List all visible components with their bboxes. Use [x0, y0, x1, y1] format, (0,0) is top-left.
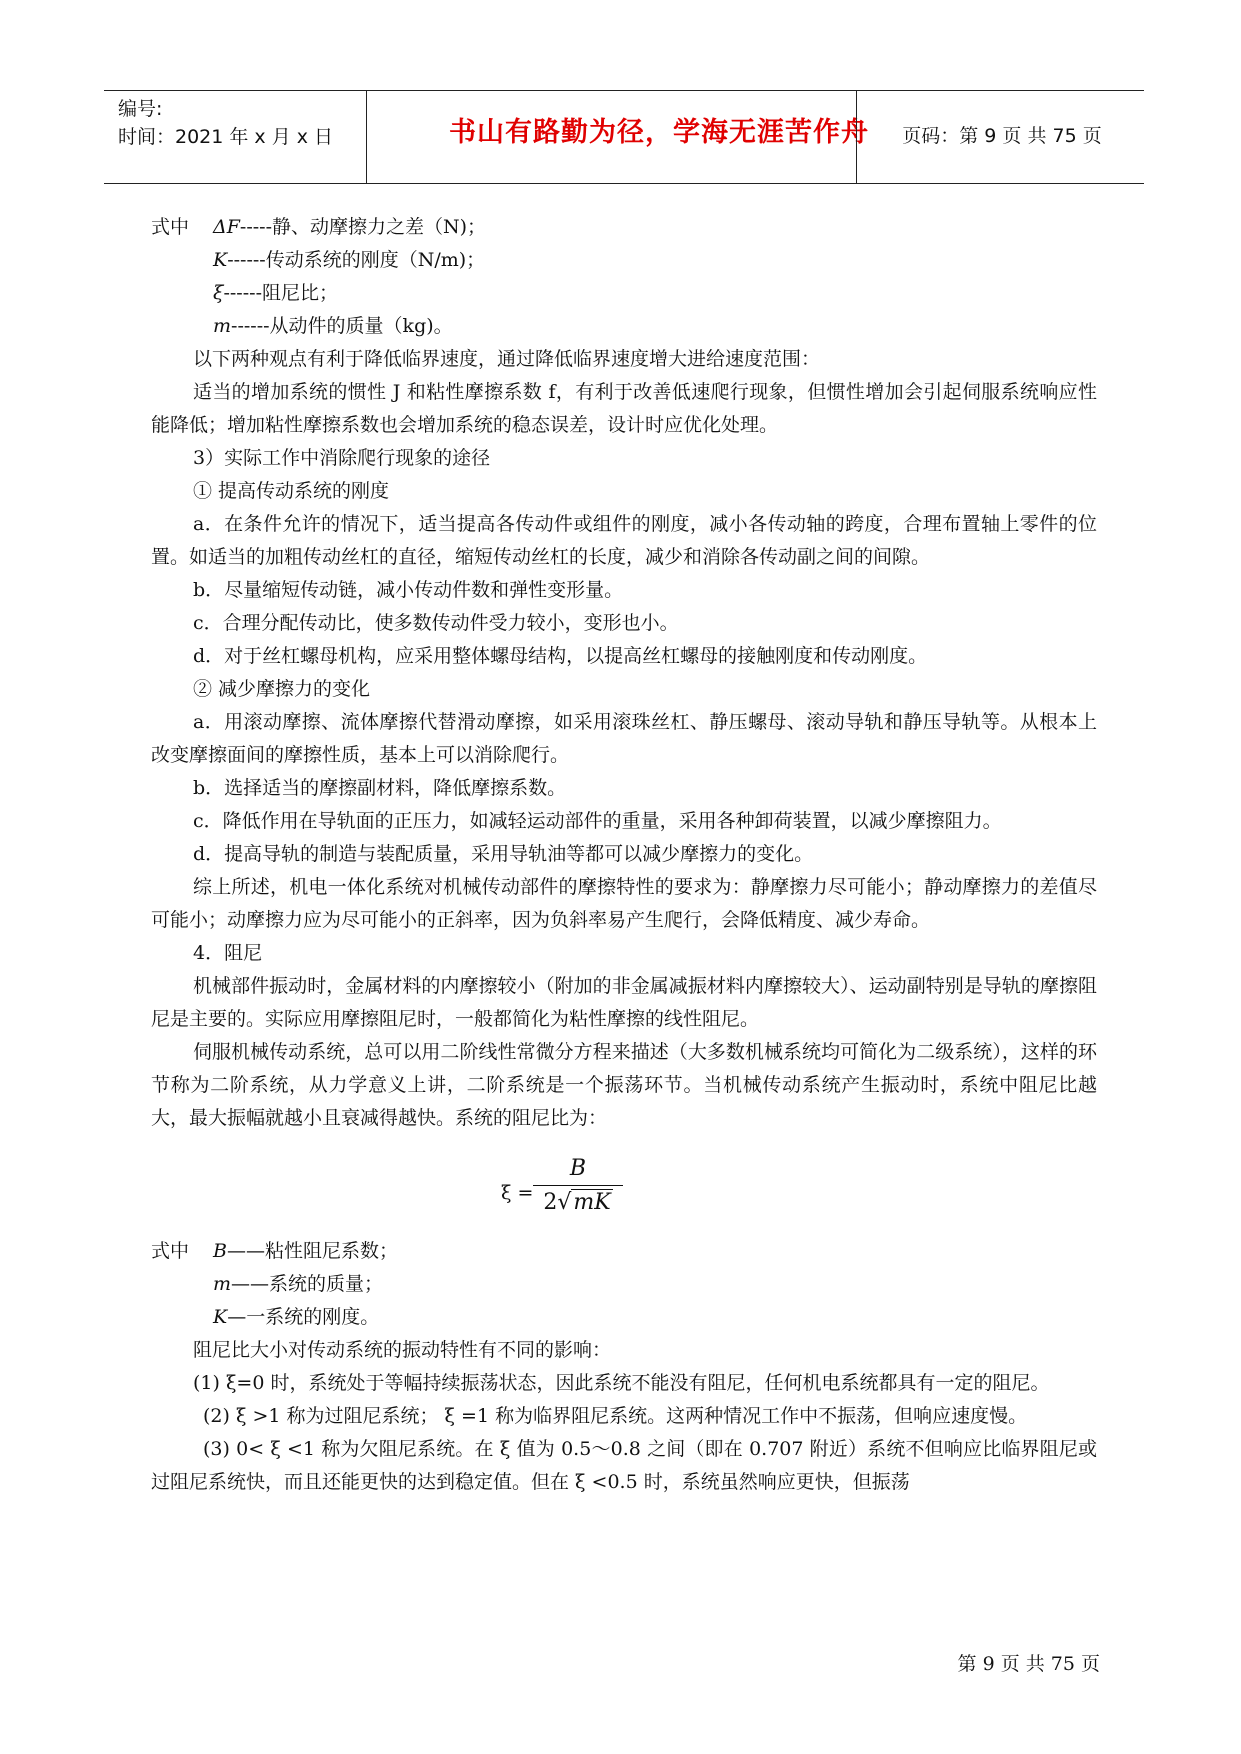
paragraph: 伺服机械传动系统，总可以用二阶线性常微分方程来描述（大多数机械系统均可简化为二级系统），这样的环节称为二阶系统，从力学意义上讲，二阶系统是一个振荡环节。当机械传动系统产生振动时，系统中阻尼比越大，最大振幅就越小且衰减得越快。系统的阻尼比为：: [151, 1041, 1097, 1129]
definition-text: —一系统的刚度。: [227, 1306, 380, 1328]
paragraph: a．用滚动摩擦、流体摩擦代替滑动摩擦，如采用滚珠丝杠、静压螺母、滚动导轨和静压导轨等。从根本上改变摩擦面间的摩擦性质，基本上可以消除爬行。: [151, 711, 1097, 766]
definition-line: [151, 310, 1097, 343]
formula-fraction: [533, 1155, 623, 1218]
paragraph: 3）实际工作中消除爬行现象的途径: [193, 447, 491, 469]
definition-text: ------阻尼比；: [223, 282, 338, 304]
definition-symbol: K: [213, 249, 228, 271]
definition-line: [151, 1301, 1097, 1334]
definition-line: [151, 244, 1097, 277]
paragraph: (1) ξ=0 时，系统处于等幅持续振荡状态，因此系统不能没有阻尼，任何机电系统都具有一定的阻尼。: [193, 1372, 1050, 1394]
paragraph: b．尽量缩短传动链，减小传动件数和弹性变形量。: [193, 579, 624, 601]
definition-text: -----静、动摩擦力之差（N)；: [239, 216, 487, 238]
header-divider-left: [366, 91, 367, 183]
header-divider-right: [856, 91, 857, 183]
paragraph: (3) 0< ξ <1 称为欠阻尼系统。在 ξ 值为 0.5～0.8 之间（即在 0.707 附近）系统不但响应比临界阻尼或过阻尼系统快，而且还能更快的达到稳定值。但在 ξ <0.5 时，系统虽然响应更快，但振荡: [151, 1438, 1097, 1493]
definition-symbol: K: [213, 1306, 228, 1328]
definition-text: ——粘性阻尼系数；: [226, 1240, 398, 1262]
definition-symbol: ξ: [213, 282, 224, 304]
definition-symbol: ΔF: [213, 216, 240, 238]
paragraph: d．提高导轨的制造与装配质量，采用导轨油等都可以减少摩擦力的变化。: [193, 843, 814, 865]
formula-den-coefficient: 2: [543, 1190, 558, 1215]
header-page-info: 页码：第 9 页 共 75 页: [902, 125, 1102, 147]
formula-denominator: [533, 1188, 623, 1218]
definition-label: 式中: [151, 1240, 190, 1262]
definition-symbol: m: [213, 1273, 232, 1295]
definition-line: [151, 1235, 1097, 1268]
paragraph: 4．阻尼: [193, 942, 263, 964]
definition-text: ——系统的质量；: [231, 1273, 384, 1295]
page-footer: 第 9 页 共 75 页: [957, 1653, 1100, 1675]
paragraph: 以下两种观点有利于降低临界速度，通过降低临界速度增大进给速度范围：: [193, 348, 821, 370]
paragraph: b．选择适当的摩擦副材料，降低摩擦系数。: [193, 777, 567, 799]
page-header: [104, 90, 1144, 184]
definition-line: [151, 211, 1097, 244]
document-body: [151, 211, 1097, 1499]
sqrt-icon: √: [557, 1190, 572, 1215]
paragraph: 适当的增加系统的惯性 J 和粘性摩擦系数 f，有利于改善低速爬行现象，但惯性增加会引起伺服系统响应性能降低；增加粘性摩擦系数也会增加系统的稳态误差，设计时应优化处理。: [151, 381, 1097, 436]
definition-line: [151, 1268, 1097, 1301]
paragraph: a．在条件允许的情况下，适当提高各传动件或组件的刚度，减小各传动轴的跨度，合理布置轴上零件的位置。如适当的加粗传动丝杠的直径，缩短传动丝杠的长度，减少和消除各传动副之间的间隙。: [151, 513, 1097, 568]
paragraph: d．对于丝杠螺母机构，应采用整体螺母结构，以提高丝杠螺母的接触刚度和传动刚度。: [193, 645, 928, 667]
definition-text: ------从动件的质量（kg)。: [231, 315, 453, 337]
paragraph: ② 减少摩擦力的变化: [193, 678, 371, 700]
header-motto: 书山有路勤为径，学海无涯苦作舟: [449, 117, 869, 148]
paragraph: (2) ξ >1 称为过阻尼系统； ξ =1 称为临界阻尼系统。这两种情况工作中不振荡，但响应速度慢。: [203, 1405, 1028, 1427]
formula-numerator: B: [569, 1156, 587, 1181]
definition-line: [151, 277, 1097, 310]
definition-label: 式中: [151, 216, 190, 238]
paragraph: c．合理分配传动比，使多数传动件受力较小，变形也小。: [193, 612, 679, 634]
document-time-label: 时间：2021 年 x 月 x 日: [118, 126, 334, 148]
paragraph: ① 提高传动系统的刚度: [193, 480, 390, 502]
paragraph: 阻尼比大小对传动系统的振动特性有不同的影响：: [193, 1339, 612, 1361]
fraction-bar: [533, 1185, 623, 1186]
document-number-label: 编号:: [118, 98, 163, 120]
paragraph: 机械部件振动时，金属材料的内摩擦较小（附加的非金属减振材料内摩擦较大）、运动副特别是导轨的摩擦阻尼是主要的。实际应用摩擦阻尼时，一般都简化为粘性摩擦的线性阻尼。: [151, 975, 1097, 1030]
paragraph: c．降低作用在导轨面的正压力，如减轻运动部件的重量，采用各种卸荷装置，以减少摩擦阻力。: [193, 810, 1002, 832]
definition-symbol: B: [213, 1240, 227, 1262]
damping-ratio-formula: [151, 1147, 1097, 1235]
definition-text: ------传动系统的刚度（N/m)；: [227, 249, 486, 271]
formula-lhs: ξ =: [501, 1182, 534, 1204]
formula-den-radicand: mK: [573, 1190, 611, 1215]
definition-symbol: m: [213, 315, 232, 337]
paragraph: 综上所述，机电一体化系统对机械传动部件的摩擦特性的要求为：静摩擦力尽可能小；静动摩擦力的差值尽可能小；动摩擦力应为尽可能小的正斜率，因为负斜率易产生爬行，会降低精度、减少寿命。: [151, 876, 1097, 931]
